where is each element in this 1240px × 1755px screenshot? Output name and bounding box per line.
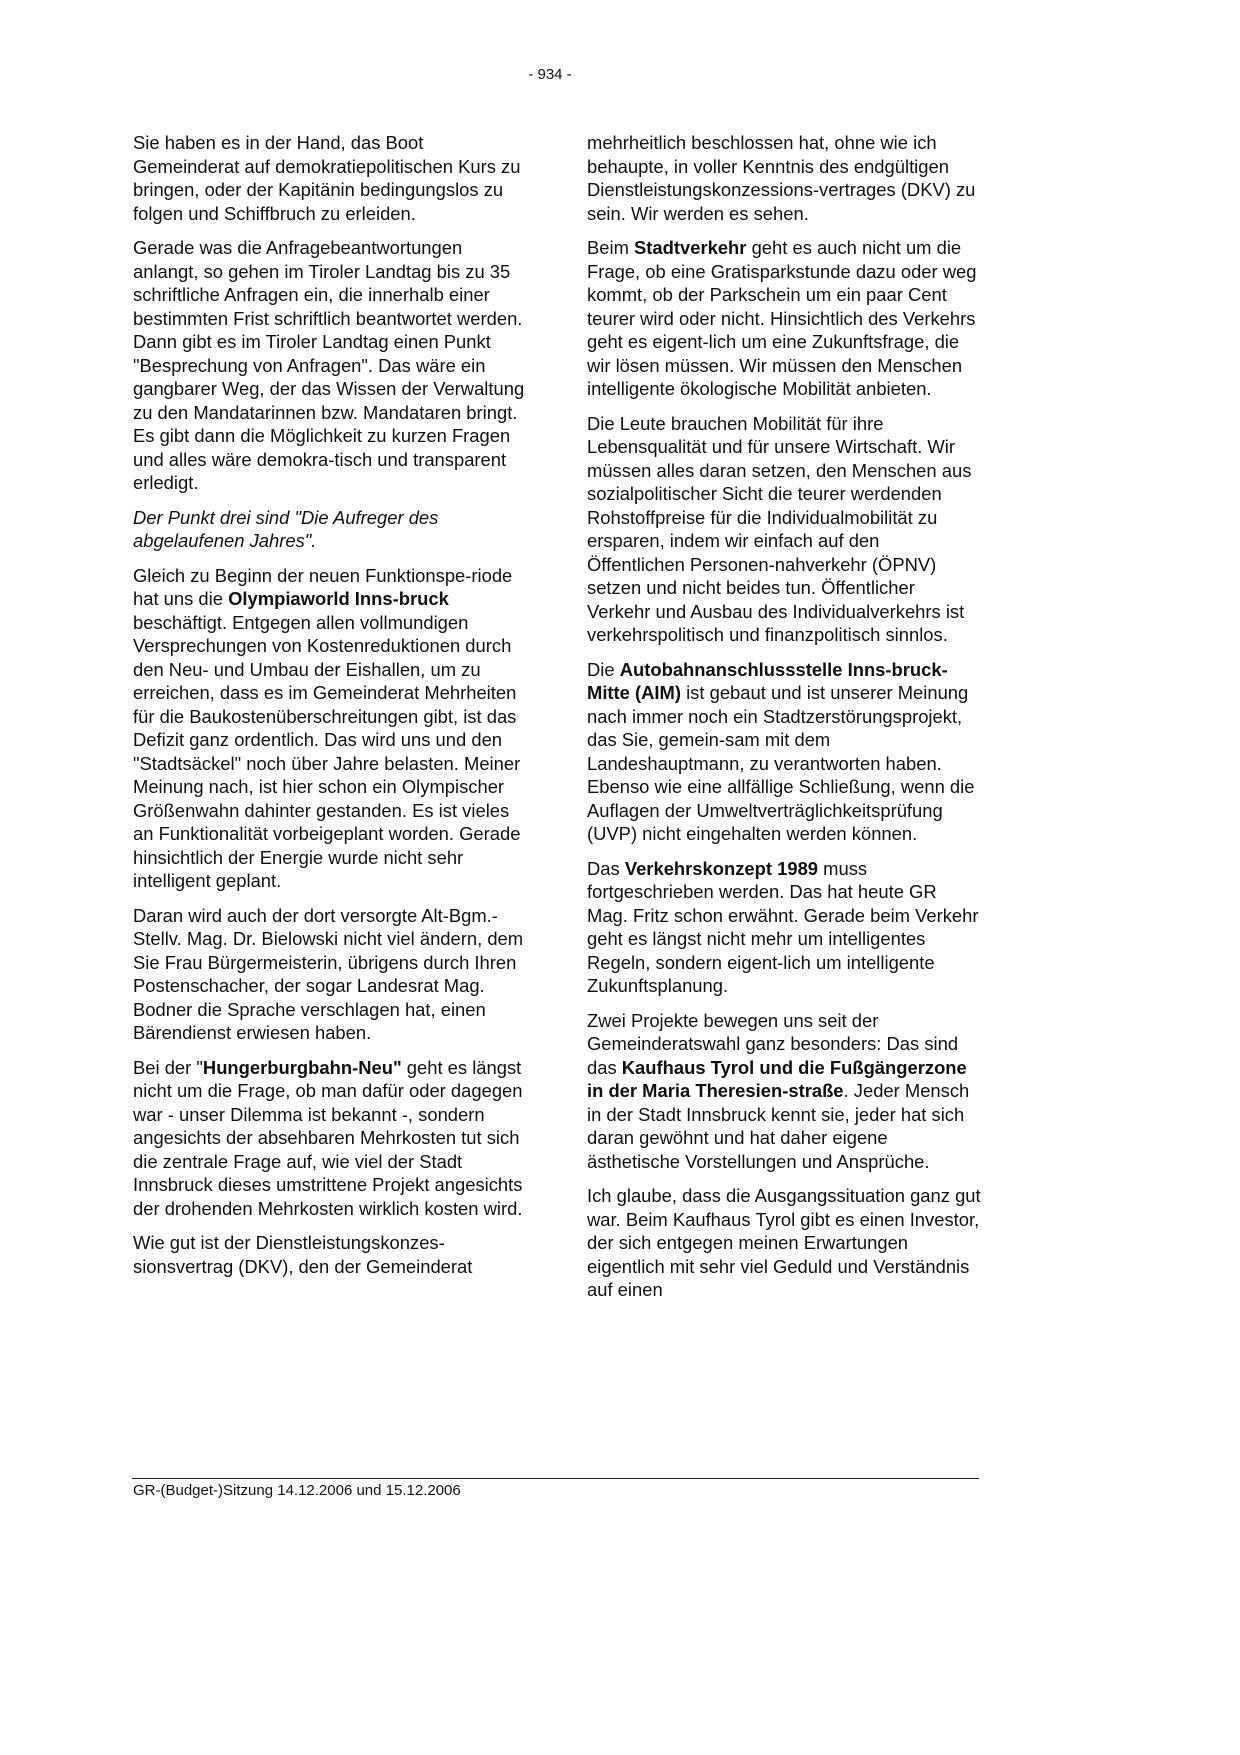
paragraph-aim [587,658,982,846]
bold-term-aim: Autobahnanschlussstelle Inns-bruck-Mitte (AIM) [587,658,948,703]
text-segment: Bei der " [133,1056,203,1078]
footer-session-info: GR-(Budget-)Sitzung 14.12.2006 und 15.12.2006 [133,1482,461,1499]
text-segment: geht es längst nicht um die Frage, ob man dafür oder dagegen war - unser Dilemma ist bekannt -, sondern angesichts der absehbaren Mehrkosten tut sich die zentrale Frage auf, wie viel der Stadt Innsbruck dieses umstrittene Projekt angesichts der drohenden Mehrkosten wirklich kosten wird. [133,1056,523,1219]
footer-divider [132,1478,979,1479]
paragraph-bielowski: Daran wird auch der dort versorgte Alt-Bgm.-Stellv. Mag. Dr. Bielowski nicht viel ändern, dem Sie Frau Bürgermeisterin, übrigens durch Ihren Postenschacher, der sogar Landesrat Mag. Bodner die Sprache verschlagen hat, einen Bärendienst erwiesen haben. [133,904,524,1043]
text-segment: geht es auch nicht um die Frage, ob eine Gratisparkstunde dazu oder weg kommt, ob der Parkschein um ein paar Cent teurer wird oder nicht. Hinsichtlich des Verkehrs geht es eigent-lich um eine Zukunftsfrage, die wir lösen müssen. Wir müssen den Menschen intelligente ökologische Mobilität anbieten. [587,237,977,399]
text-segment: Zwei Projekte bewegen uns seit der Gemeinderatswahl ganz besonders: Das sind das [587,1009,959,1078]
bold-term-stadtverkehr: Stadtverkehr [634,237,747,258]
page-number: - 934 - [528,66,572,83]
paragraph-hungerburgbahn [133,1056,528,1221]
bold-term-hungerburgbahn: Hungerburgbahn-Neu" [202,1056,402,1078]
paragraph-dkv: Wie gut ist der Dienstleistungskonzes-sionsvertrag (DKV), den der Gemeinderat [133,1232,473,1277]
paragraph-boot-gemeinderat: Sie haben es in der Hand, das Boot Gemeinderat auf demokratiepolitischen Kurs zu bringen, oder der Kapitänin bedingungslos zu folgen und Schiffbruch zu erleiden. [133,132,521,224]
text-segment: beschäftigt. Entgegen allen vollmundigen Versprechungen von Kostenreduktionen durch den Neu- und Umbau der Eishallen, um zu erreichen, dass es im Gemeinderat Mehrheiten für die Baukostenüberschreitungen gibt, ist das Defizit ganz ordentlich. Das wird uns und den "Stadtsäckel" noch über Jahre belasten. Meiner Meinung nach, ist hier schon ein Olympischer Größenwahn dahinter gestanden. Es ist vieles an Funktionalität vorbeigeplant worden. Gerade hinsichtlich der Energie wurde nicht sehr intelligent geplant. [133,611,521,891]
paragraph-punkt-drei: Der Punkt drei sind "Die Aufreger des abgelaufenen Jahres". [133,506,439,551]
paragraph-olympiaworld [133,564,528,893]
paragraph-kaufhaus-tyrol [587,1009,982,1174]
text-segment: muss fortgeschrieben werden. Das hat heute GR Mag. Fritz schon erwähnt. Gerade beim Verkehr geht es längst nicht mehr um intelligentes Regeln, sondern eigent-lich um intelligente Zukunftsplanung. [587,857,979,996]
text-segment: ist gebaut und ist unserer Meinung nach immer noch ein Stadtzerstörungsprojekt, das Sie, gemein-sam mit dem Landeshauptmann, zu verantworten haben. Ebenso wie eine allfällige Schließung, wenn die Auflagen der Umweltverträglichkeitsprüfung (UVP) nicht eingehalten werden können. [587,682,975,844]
bold-term-kaufhaus-tyrol: Kaufhaus Tyrol und die Fußgängerzone in der Maria Theresien-straße [587,1056,967,1101]
paragraph-stadtverkehr [587,236,982,401]
text-segment: Die [587,658,620,680]
text-segment: . Jeder Mensch in der Stadt Innsbruck kennt sie, jeder hat sich daran gewöhnt und hat daher eigene ästhetische Vorstellungen und Ansprüche. [587,1080,970,1172]
paragraph-mobilitaet: Die Leute brauchen Mobilität für ihre Lebensqualität und für unsere Wirtschaft. Wir müssen alles daran setzen, den Menschen aus sozialpolitischer Sicht die teurer werdenden Rohstoffpreise für die Individualmobilität zu ersparen, indem wir einfach auf den Öffentlichen Personen-nahverkehr (ÖPNV) setzen und nicht beides tun. Öffentlicher Verkehr und Ausbau des Individualverkehrs ist verkehrspolitisch und finanzpolitisch sinnlos. [587,412,972,645]
bold-term-verkehrskonzept: Verkehrskonzept 1989 [624,857,819,879]
paragraph-dkv-continued: mehrheitlich beschlossen hat, ohne wie ich behaupte, in voller Kenntnis des endgültigen Dienstleistungskonzessions-vertrages (DKV) zu sein. Wir werden es sehen. [587,132,976,224]
paragraph-verkehrskonzept [587,857,982,998]
text-segment: Gleich zu Beginn der neuen Funktionspe-riode hat uns die [133,564,513,609]
right-column [587,131,982,1313]
left-column [133,131,528,1289]
paragraph-anfragebeantwortungen: Gerade was die Anfragebeantwortungen anlangt, so gehen im Tiroler Landtag bis zu 35 schriftliche Anfragen ein, die innerhalb einer bestimmten Frist schriftlich beantwortet werden. Dann gibt es im Tiroler Landtag einen Punkt "Besprechung von Anfragen". Das wäre ein gangbarer Weg, der das Wissen der Verwaltung zu den Mandatarinnen bzw. Mandataren bringt. Es gibt dann die Möglichkeit zu kurzen Fragen und alles wäre demokra-tisch und transparent erledigt. [133,237,525,493]
text-segment: Das [587,857,625,879]
paragraph-ausgangssituation: Ich glaube, dass die Ausgangssituation ganz gut war. Beim Kaufhaus Tyrol gibt es einen Investor, der sich entgegen meinen Erwartungen eigentlich mit sehr viel Geduld und Verständnis auf einen [587,1185,981,1300]
bold-term-olympiaworld: Olympiaworld Inns-bruck [228,588,449,609]
text-segment: Beim [587,237,635,258]
